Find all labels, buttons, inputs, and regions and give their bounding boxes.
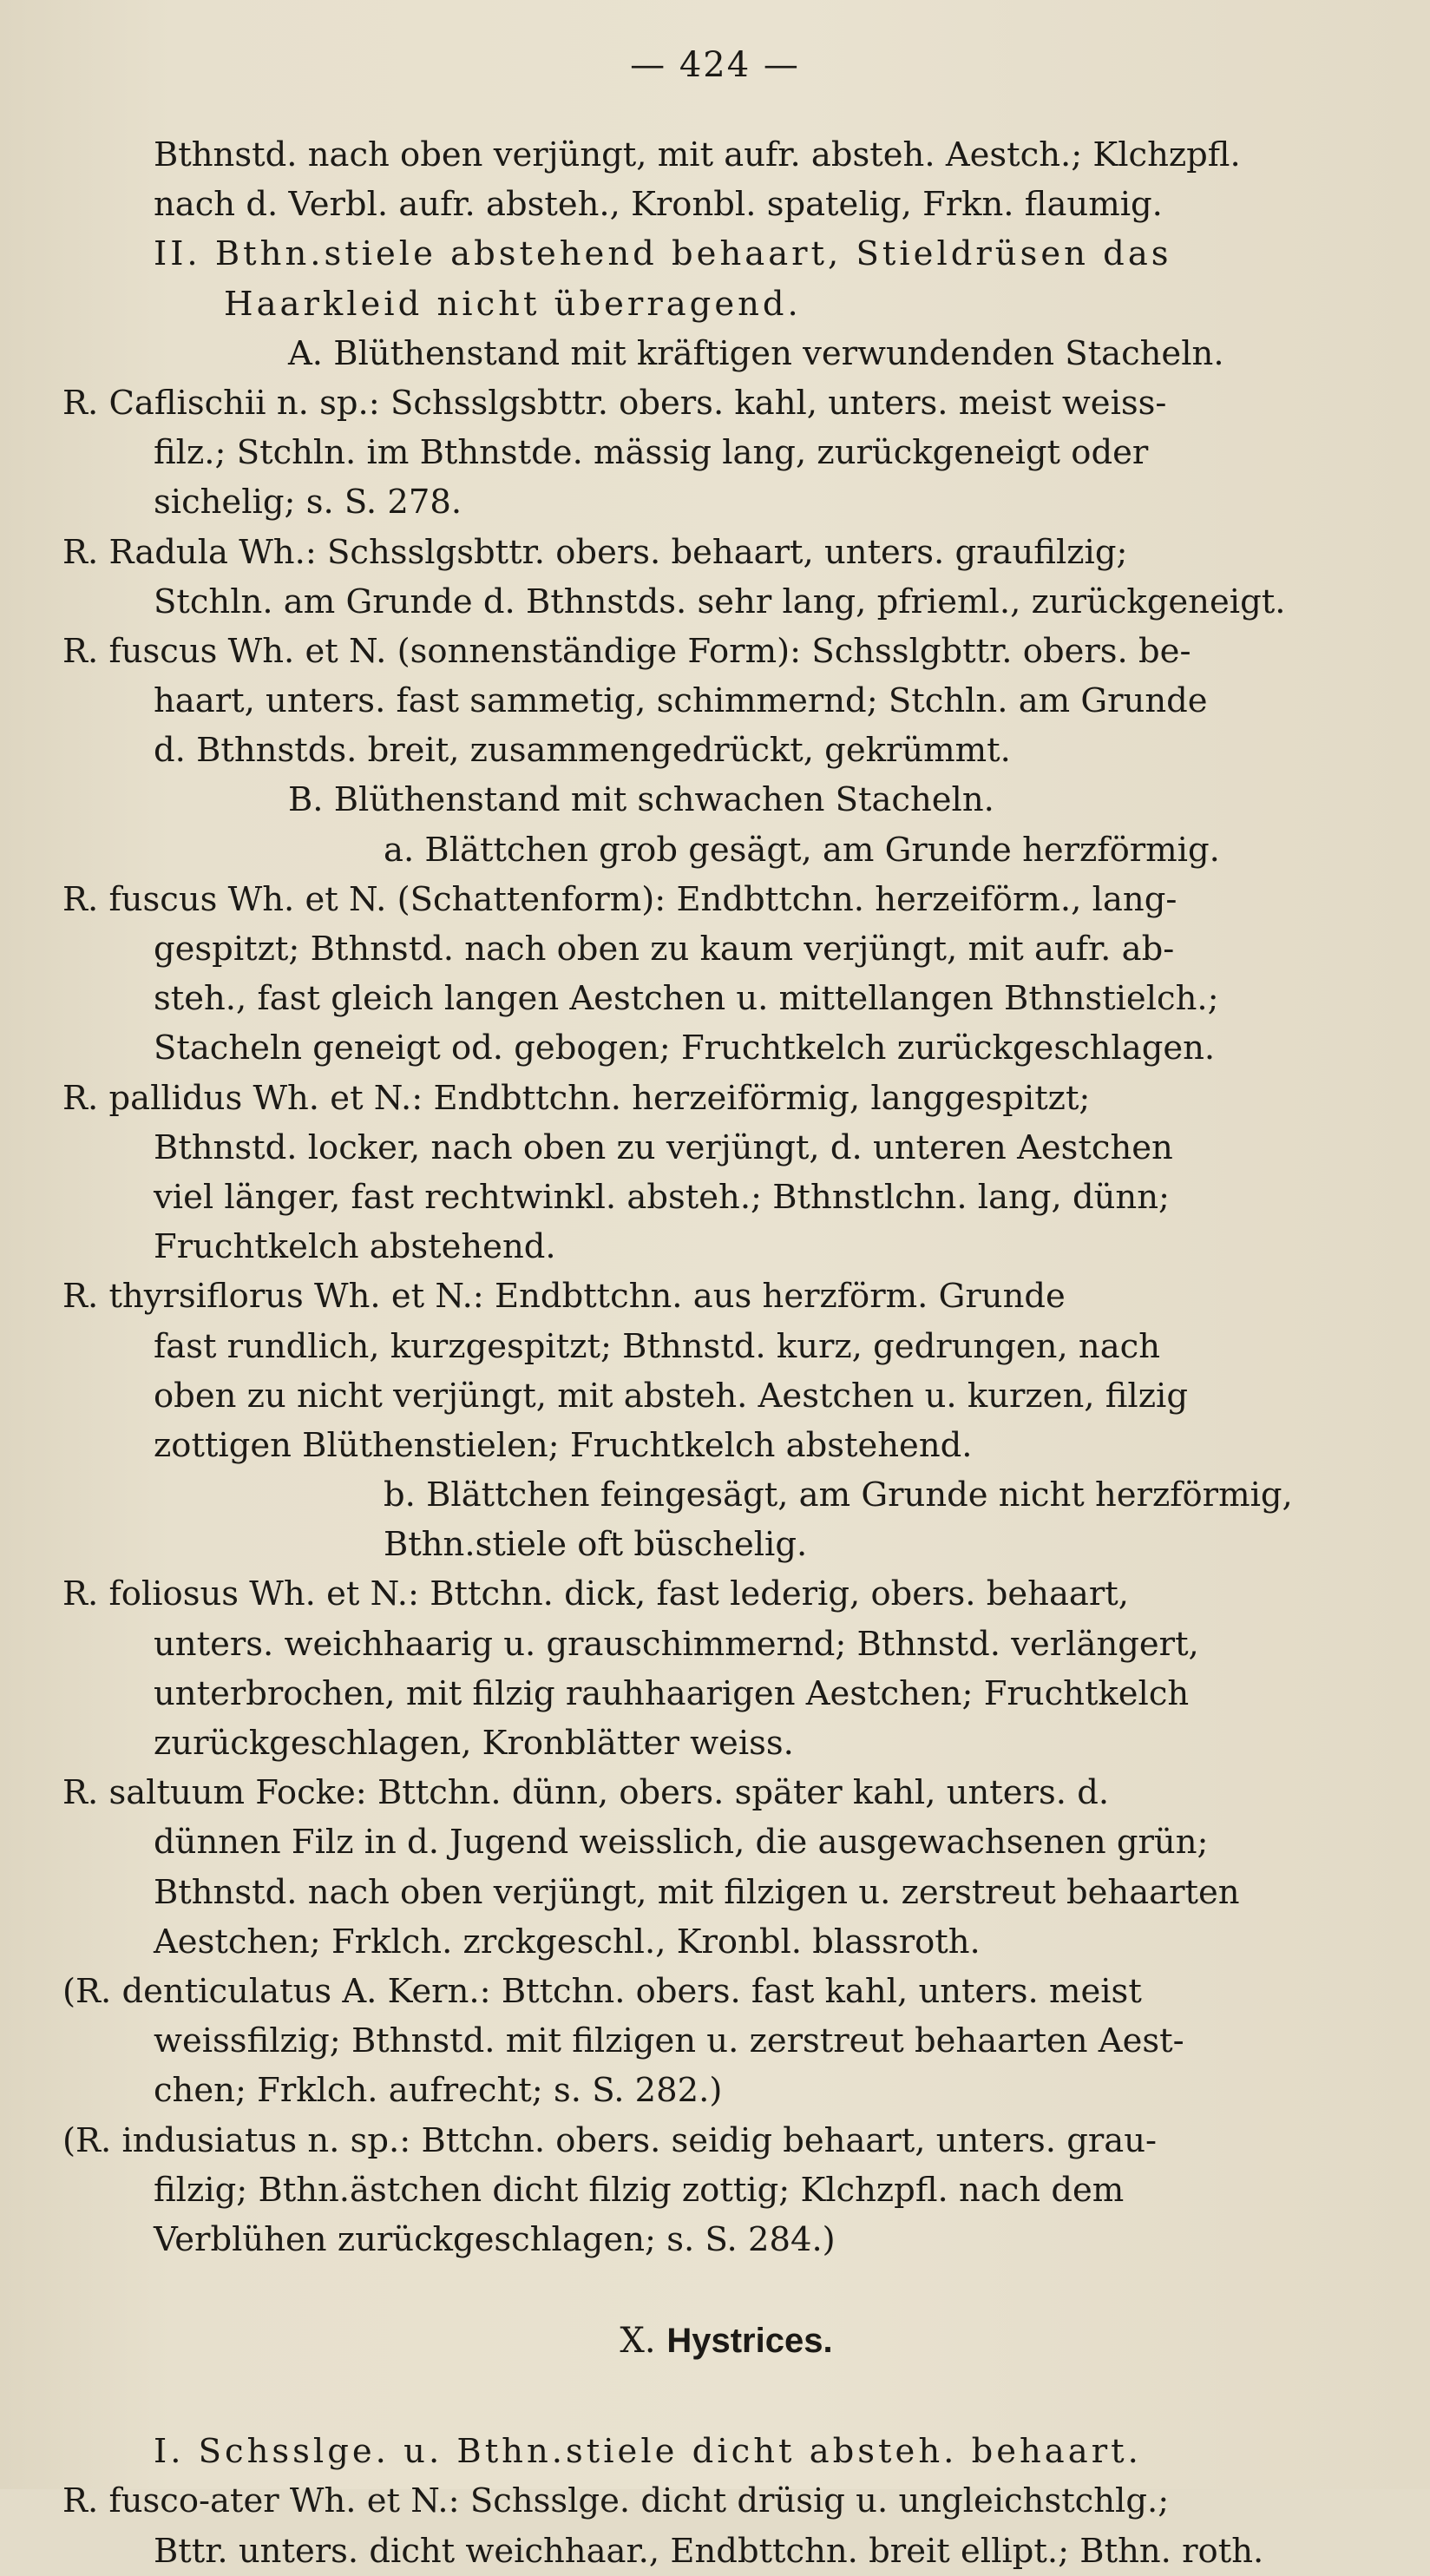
text-line: chen; Frklch. aufrecht; s. S. 282.) (154, 2071, 723, 2111)
text-line: nach d. Verbl. aufr. absteh., Kronbl. spatelig, Frkn. flaumig. (154, 185, 1163, 225)
text-line: weissfilzig; Bthnstd. mit filzigen u. zerstreut behaarten Aest- (154, 2021, 1184, 2061)
text-line: (R. indusiatus n. sp.: Bttchn. obers. seidig behaart, unters. grau- (62, 2120, 1158, 2160)
text-line: filz.; Stchln. im Bthnstde. mässig lang, zurückgeneigt oder (154, 433, 1149, 473)
text-line: R. saltuum Focke: Bttchn. dünn, obers. später kahl, unters. d. (62, 1773, 1110, 1813)
text-line: Bttr. unters. dicht weichhaar., Endbttchn. breit ellipt.; Bthn. roth. (154, 2531, 1264, 2571)
text-line: zottigen Blüthenstielen; Fruchtkelch abstehend. (154, 1425, 973, 1465)
text-line: R. fusco-ater Wh. et N.: Schsslge. dicht drüsig u. ungleichstchlg.; (62, 2481, 1170, 2521)
text-line: A. Blüthenstand mit kräftigen verwundenden Stacheln. (288, 333, 1224, 373)
text-line: II. Bthn.stiele abstehend behaart, Stieldrüsen das (154, 234, 1172, 274)
text-line: haart, unters. fast sammetig, schimmernd; Stchln. am Grunde (154, 681, 1208, 721)
section-number: X. (620, 2321, 656, 2362)
section-heading (62, 2316, 1390, 2366)
text-line: R. fuscus Wh. et N. (Schattenform): Endbttchn. herzeiförm., lang- (62, 879, 1177, 919)
text-block-bottom (62, 2427, 1390, 2576)
text-line: Bthnstd. locker, nach oben zu verjüngt, d. unteren Aestchen (154, 1127, 1173, 1167)
section-title: Hystrices. (666, 2322, 833, 2361)
text-line: I. Schsslge. u. Bthn.stiele dicht absteh. behaart. (154, 2432, 1142, 2472)
text-line: steh., fast gleich langen Aestchen u. mittellangen Bthnstielch.; (154, 979, 1219, 1019)
text-line: Haarkleid nicht überragend. (224, 284, 802, 324)
text-line: (R. denticulatus A. Kern.: Bttchn. obers. fast kahl, unters. meist (62, 1971, 1142, 2011)
text-line: B. Blüthenstand mit schwachen Stacheln. (288, 780, 994, 820)
text-line: R. thyrsiflorus Wh. et N.: Endbttchn. aus herzförm. Grunde (62, 1277, 1066, 1317)
text-line: fast rundlich, kurzgespitzt; Bthnstd. kurz, gedrungen, nach (154, 1326, 1161, 1366)
text-line: zurückgeschlagen, Kronblätter weiss. (154, 1724, 794, 1763)
text-body (62, 130, 1390, 2576)
text-line: filzig; Bthn.ästchen dicht filzig zottig; Klchzpfl. nach dem (154, 2170, 1125, 2210)
text-line: b. Blättchen feingesägt, am Grunde nicht herzförmig, (384, 1475, 1293, 1515)
text-line: unters. weichhaarig u. grauschimmernd; Bthnstd. verlängert, (154, 1624, 1199, 1664)
text-line: Stacheln geneigt od. gebogen; Fruchtkelch zurückgeschlagen. (154, 1028, 1216, 1068)
page-number: — 424 — (630, 45, 800, 85)
text-line: dünnen Filz in d. Jugend weisslich, die ausgewachsenen grün; (154, 1823, 1209, 1863)
text-line: Bthnstd. nach oben verjüngt, mit filzigen u. zerstreut behaarten (154, 1872, 1240, 1912)
text-line: d. Bthnstds. breit, zusammengedrückt, gekrümmt. (154, 731, 1011, 771)
text-block-top (62, 130, 1390, 2264)
text-line: Bthnstd. nach oben verjüngt, mit aufr. absteh. Aestch.; Klchzpfl. (154, 135, 1241, 174)
text-line: Fruchtkelch abstehend. (154, 1227, 556, 1267)
text-line: Verblühen zurückgeschlagen; s. S. 284.) (154, 2219, 836, 2259)
text-line: oben zu nicht verjüngt, mit absteh. Aestchen u. kurzen, filzig (154, 1376, 1188, 1416)
text-line: R. foliosus Wh. et N.: Bttchn. dick, fast lederig, obers. behaart, (62, 1574, 1129, 1614)
text-line: viel länger, fast rechtwinkl. absteh.; Bthnstlchn. lang, dünn; (154, 1177, 1170, 1217)
text-line: a. Blättchen grob gesägt, am Grunde herzförmig. (384, 830, 1220, 870)
text-line: gespitzt; Bthnstd. nach oben zu kaum verjüngt, mit aufr. ab- (154, 930, 1175, 969)
text-line: Stchln. am Grunde d. Bthnstds. sehr lang, pfrieml., zurückgeneigt. (154, 582, 1286, 621)
text-line: sichelig; s. S. 278. (154, 483, 462, 522)
text-line: R. Radula Wh.: Schsslgsbttr. obers. behaart, unters. graufilzig; (62, 532, 1128, 572)
text-line: R. fuscus Wh. et N. (sonnenständige Form): Schsslgbttr. obers. be- (62, 631, 1191, 671)
text-line: Bthn.stiele oft büschelig. (384, 1525, 808, 1565)
text-line: Aestchen; Frklch. zrckgeschl., Kronbl. blassroth. (154, 1922, 981, 1962)
text-line: R. Caflischii n. sp.: Schsslgsbttr. obers. kahl, unters. meist weiss- (62, 383, 1167, 423)
text-line: unterbrochen, mit filzig rauhhaarigen Aestchen; Fruchtkelch (154, 1673, 1190, 1713)
text-line: R. pallidus Wh. et N.: Endbttchn. herzeiförmig, langgespitzt; (62, 1078, 1091, 1118)
